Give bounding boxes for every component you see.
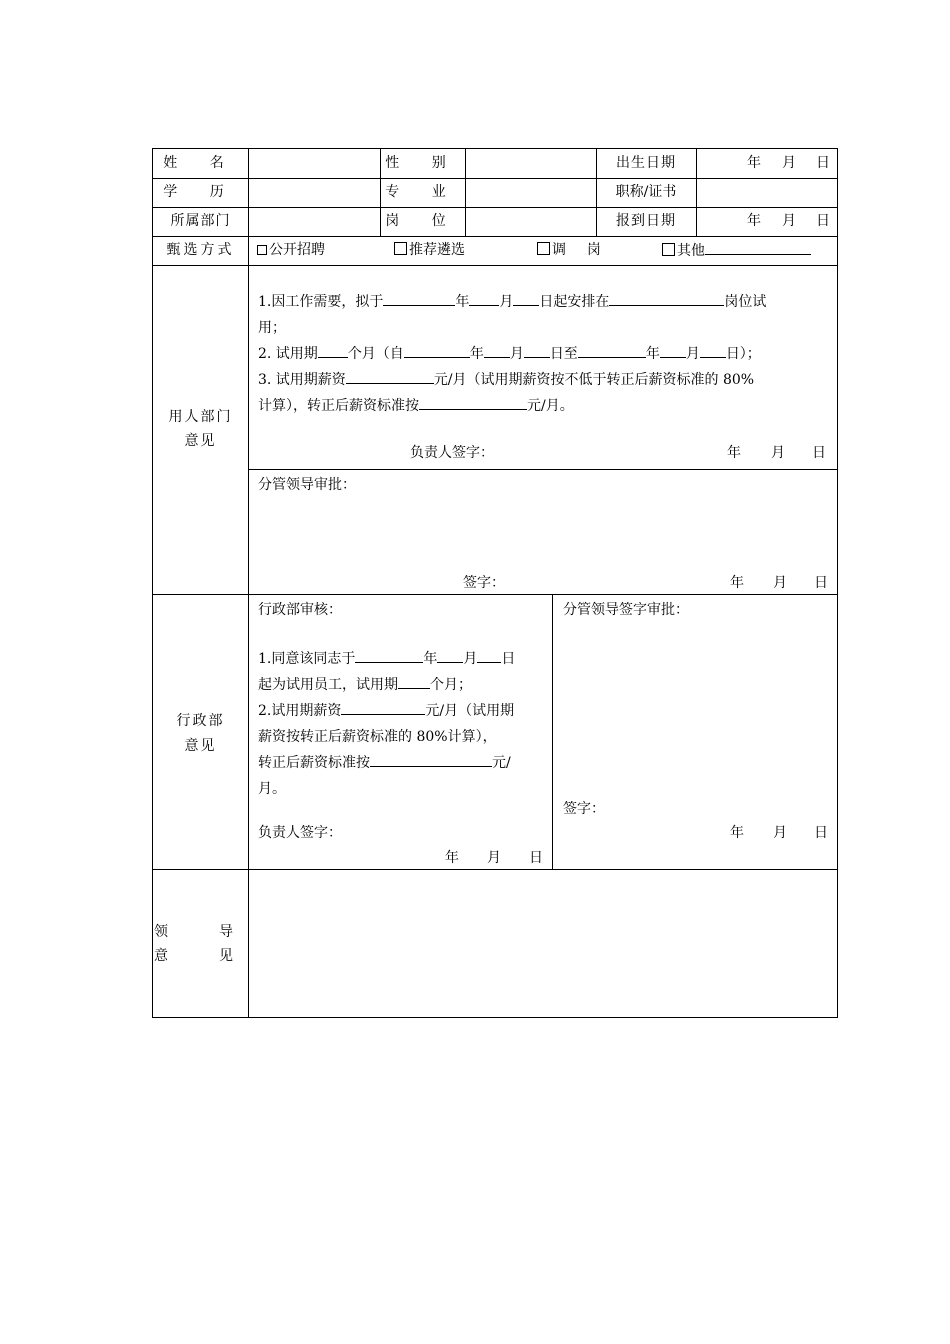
to-year-blank[interactable] xyxy=(578,343,646,358)
gender-label: 性 别 xyxy=(385,155,460,171)
name-label: 姓 名 xyxy=(163,155,238,171)
option-transfer[interactable]: 调 岗 xyxy=(537,240,605,260)
checkbox-icon[interactable] xyxy=(537,242,550,255)
column-divider xyxy=(552,594,553,869)
probation-salary-blank[interactable] xyxy=(346,369,434,384)
admin-line-2: 起为试用员工，试用期 个月； xyxy=(258,672,548,698)
line-5: 计算），转正后薪资标准按 元/月。 xyxy=(258,393,830,419)
admin-salary-blank[interactable] xyxy=(341,700,425,715)
admin-year-blank[interactable] xyxy=(355,648,423,663)
hiring-sign-label: 负责人签字： xyxy=(410,445,494,461)
admin-leader-sign-label: 签字： xyxy=(563,801,605,817)
from-day-blank[interactable] xyxy=(524,343,550,358)
hiring-leader-sign-day: 日 xyxy=(814,575,828,591)
position-field[interactable] xyxy=(466,207,596,236)
admin-sign-month: 月 xyxy=(487,850,501,866)
line-3: 2. 试用期 个月（自 年 月 日至 年 月 日）； xyxy=(258,341,830,367)
hiring-leader-sign-year: 年 xyxy=(730,575,744,591)
position-label: 岗 位 xyxy=(385,213,460,229)
report-month-label: 月 xyxy=(782,213,796,229)
admin-months-blank[interactable] xyxy=(398,674,430,689)
start-year-blank[interactable] xyxy=(383,291,455,306)
report-year-label: 年 xyxy=(747,213,761,229)
hiring-sign-year: 年 xyxy=(727,445,741,461)
admin-line-4: 薪资按转正后薪资标准的 80%计算）， xyxy=(258,729,497,745)
leader-opinion-field[interactable] xyxy=(249,870,837,1017)
start-day-blank[interactable] xyxy=(513,291,539,306)
admin-leader-sign-month: 月 xyxy=(773,825,787,841)
checkbox-icon[interactable] xyxy=(257,245,267,255)
admin-sign-day: 日 xyxy=(529,850,543,866)
gender-field[interactable] xyxy=(466,149,596,178)
admin-label-1: 行政部 xyxy=(176,713,225,729)
line-1: 1.因工作需要，拟于 年 月 日起安排在 岗位试 xyxy=(258,289,830,315)
admin-opinion xyxy=(258,646,548,802)
name-field[interactable] xyxy=(249,149,380,178)
major-label: 专 业 xyxy=(385,184,460,200)
hiring-leader-sign-label: 签字： xyxy=(463,575,505,591)
admin-sign-label: 负责人签字： xyxy=(258,825,342,841)
checkbox-icon[interactable] xyxy=(394,242,407,255)
admin-regular-salary-blank[interactable] xyxy=(370,752,492,767)
report-day-label: 日 xyxy=(816,213,830,229)
hiring-leader-approval-label: 分管领导审批： xyxy=(258,477,356,493)
major-field[interactable] xyxy=(466,178,596,207)
row-divider xyxy=(153,594,837,595)
selection-method-label: 甄选方式 xyxy=(166,242,235,258)
checkbox-icon[interactable] xyxy=(662,243,675,256)
to-month-blank[interactable] xyxy=(660,343,686,358)
birth-month-label: 月 xyxy=(782,155,796,171)
admin-line-1: 1.同意该同志于 年 月 日 xyxy=(258,646,548,672)
admin-leader-sign-year: 年 xyxy=(730,825,744,841)
admin-day-blank[interactable] xyxy=(477,648,501,663)
other-blank[interactable] xyxy=(705,240,811,255)
education-field[interactable] xyxy=(249,178,380,207)
leader-label-2: 意 见 xyxy=(154,948,247,964)
birth-year-label: 年 xyxy=(747,155,761,171)
education-label: 学 历 xyxy=(163,184,238,200)
hiring-sign-day: 日 xyxy=(812,445,826,461)
start-month-blank[interactable] xyxy=(469,291,499,306)
hiring-dept-label-2: 意见 xyxy=(184,433,217,449)
admin-label-2: 意见 xyxy=(184,738,217,754)
hiring-dept-label-1: 用人部门 xyxy=(168,409,233,425)
report-date-label: 报到日期 xyxy=(616,213,676,229)
admin-leader-sign-day: 日 xyxy=(814,825,828,841)
row-divider xyxy=(153,265,837,266)
onboarding-form xyxy=(152,148,838,1018)
department-field[interactable] xyxy=(249,207,380,236)
from-month-blank[interactable] xyxy=(484,343,510,358)
admin-line-6: 月。 xyxy=(258,781,286,797)
to-day-blank[interactable] xyxy=(700,343,726,358)
title-cert-field[interactable] xyxy=(697,178,837,207)
admin-sign-year: 年 xyxy=(445,850,459,866)
leader-label-1: 领 导 xyxy=(154,924,247,940)
admin-line-5: 转正后薪资标准按 元/ xyxy=(258,750,548,776)
birth-date-label: 出生日期 xyxy=(616,155,676,171)
department-label: 所属部门 xyxy=(170,213,231,229)
probation-months-blank[interactable] xyxy=(318,343,348,358)
line-4: 3. 试用期薪资 元/月（试用期薪资按不低于转正后薪资标准的 80% xyxy=(258,367,830,393)
row-divider xyxy=(248,469,837,470)
regular-salary-blank[interactable] xyxy=(419,395,527,410)
hiring-leader-sign-month: 月 xyxy=(773,575,787,591)
title-cert-label: 职称/证书 xyxy=(615,184,677,200)
admin-month-blank[interactable] xyxy=(437,648,463,663)
position-blank[interactable] xyxy=(609,291,724,306)
birth-day-label: 日 xyxy=(816,155,830,171)
hiring-dept-opinion xyxy=(258,289,830,419)
option-other[interactable]: 其他 xyxy=(662,240,811,261)
admin-leader-approval-label: 分管领导签字审批： xyxy=(563,602,689,618)
admin-review-label: 行政部审核： xyxy=(258,602,342,618)
row-divider xyxy=(153,236,837,237)
line-2: 用； xyxy=(258,320,286,336)
option-recommendation[interactable]: 推荐遴选 xyxy=(394,240,465,260)
option-public-recruitment[interactable]: 公开招聘 xyxy=(257,240,325,260)
admin-line-3: 2.试用期薪资 元/月（试用期 xyxy=(258,698,548,724)
hiring-sign-month: 月 xyxy=(771,445,785,461)
from-year-blank[interactable] xyxy=(404,343,470,358)
